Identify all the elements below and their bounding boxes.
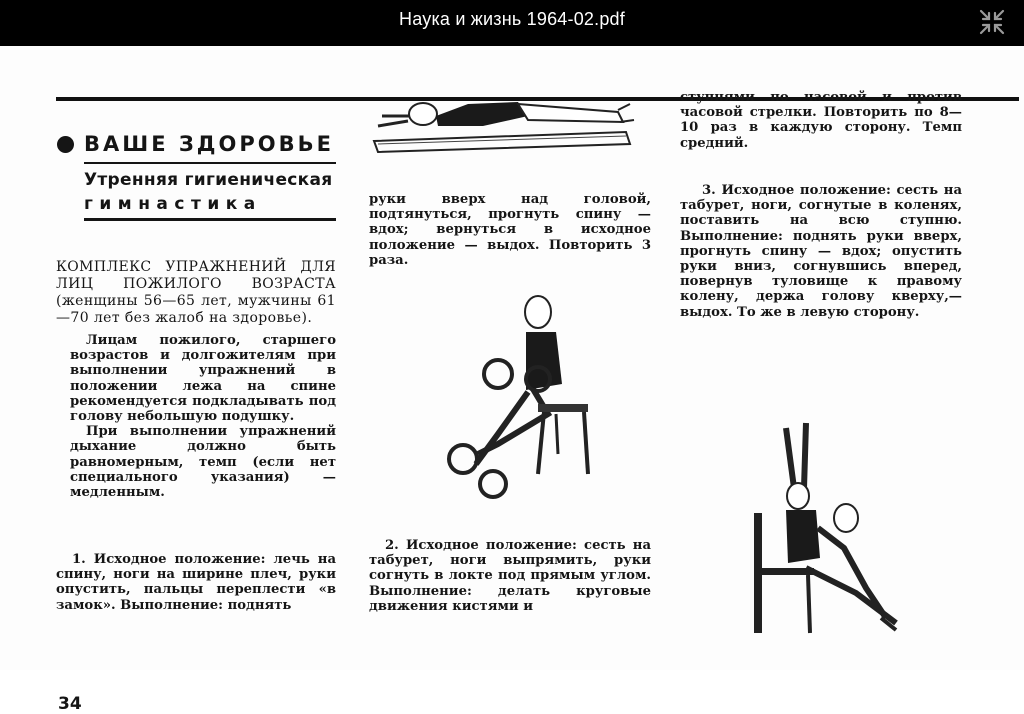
- paragraph: Лицам пожилого, старшего возрастов и долгожителям при выполнении упражнений в положении лежа на спине рекомендуется подкладывать под голову небольшую подушку.: [70, 333, 336, 425]
- collapse-arrows-icon[interactable]: [978, 8, 1006, 36]
- section-heading: ВАШЕ ЗДОРОВЬЕ: [84, 132, 334, 156]
- exercise-1: [56, 552, 336, 613]
- seated-rotation-illustration: [438, 294, 618, 504]
- title-underline: [84, 218, 336, 221]
- exercise-3-text: 3. Исходное положение: сесть на табурет, ноги, согнутые в коленях, поставить на всю ступню. Выполнение: поднять руки вверх, прогнуть спину — вдох; опустить руки вниз, согнувшись вперед, повернув туловище к правому колену, держа голову кверху,— выдох. То же в левую сторону.: [680, 183, 962, 320]
- exercise-3: [680, 183, 962, 320]
- exercise-1-text: 1. Исходное положение: лечь на спину, ноги на ширине плеч, руки опустить, пальцы переплести «в замок». Выполнение: поднять: [56, 552, 336, 613]
- exercise-2-continued: ступнями по часовой и против часовой стрелки. Повторить по 8—10 раз в каждую сторону. Темп средний.: [680, 90, 962, 151]
- exercise-2: [369, 538, 651, 614]
- article-title-line2: гимнастика: [84, 194, 262, 214]
- lying-exercise-illustration: [368, 86, 638, 154]
- document-page[interactable]: [0, 46, 1024, 714]
- seated-bend-illustration: [746, 418, 916, 638]
- exercise-1-continued: руки вверх над головой, подтянуться, прогнуть спину — вдох; вернуться в исходное положение — выдох. Повторить 3 раза.: [369, 192, 651, 268]
- intro-text: КОМПЛЕКС УПРАЖНЕНИЙ ДЛЯ ЛИЦ ПОЖИЛОГО ВОЗРАСТА (женщины 56—65 лет, мужчины 61—70 лет без жалоб на здоровье).: [56, 259, 336, 326]
- document-title: Наука и жизнь 1964-02.pdf: [399, 9, 625, 29]
- title-bar: [0, 0, 1024, 46]
- paragraph: При выполнении упражнений дыхание должно быть равномерным, темп (если нет специального указания) — медленным.: [70, 424, 336, 501]
- article-title-line1: Утренняя гигиеническая: [84, 170, 333, 190]
- heading-underline: [84, 162, 336, 164]
- column-2-top: [369, 192, 651, 268]
- column-3-top: [680, 90, 962, 151]
- page-number: 34: [58, 694, 82, 714]
- column-1: [70, 333, 336, 536]
- section-bullet: [57, 136, 74, 153]
- exercise-2-text: 2. Исходное положение: сесть на табурет, ноги выпрямить, руки согнуть в локте под прямым углом. Выполнение: делать круговые движения кистями и: [369, 538, 651, 614]
